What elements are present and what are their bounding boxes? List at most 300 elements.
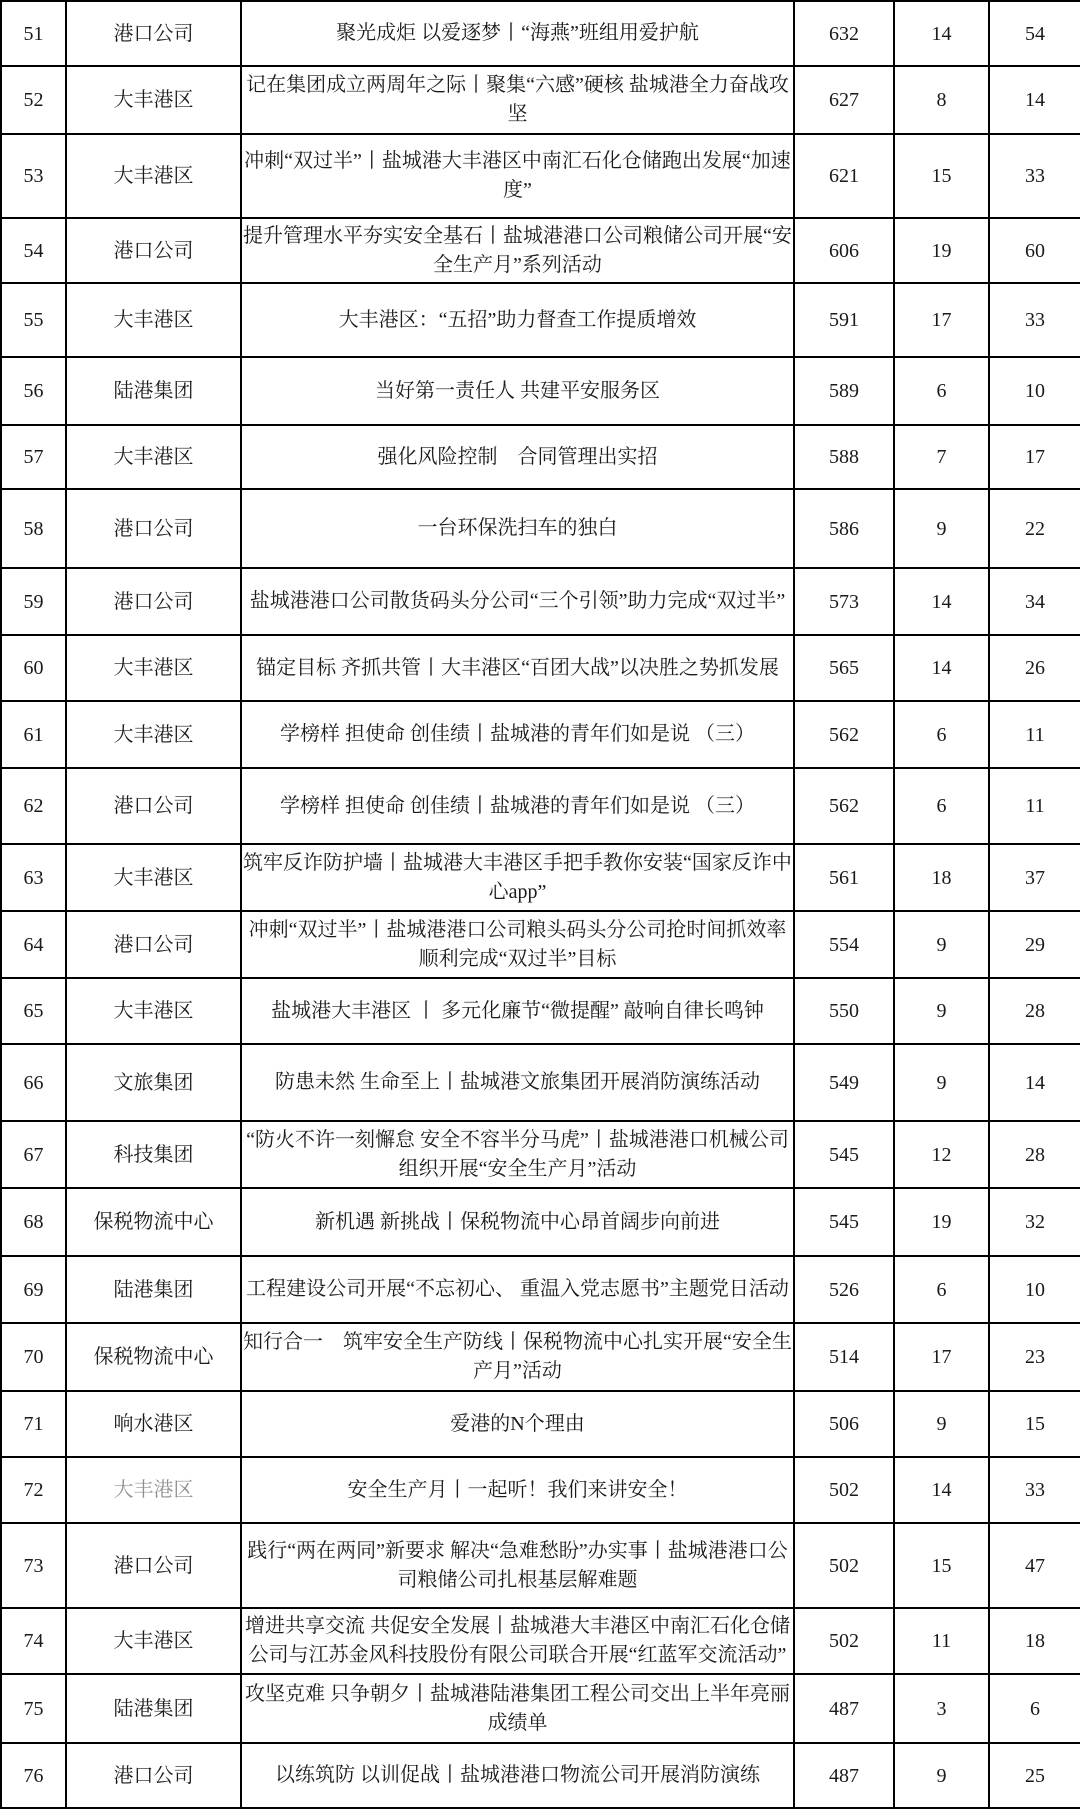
- stat-1-cell: [794, 1256, 894, 1323]
- row-number-cell: [1, 1323, 66, 1391]
- row-number-cell-text: 61: [23, 723, 44, 746]
- stat-1-cell: [794, 1457, 894, 1523]
- title-cell: [241, 911, 794, 978]
- stat-1-cell: [794, 768, 894, 844]
- table-row: [1, 425, 1080, 489]
- row-number-cell: [1, 1256, 66, 1323]
- department-cell: [66, 844, 241, 911]
- stat-2-cell: [894, 1674, 989, 1743]
- row-number-cell: [1, 911, 66, 978]
- stat-3-cell-text: 23: [1025, 1346, 1045, 1368]
- department-cell: [66, 768, 241, 844]
- table-row: [1, 1256, 1080, 1323]
- row-number-cell: [1, 283, 66, 357]
- title-cell: [241, 1608, 794, 1674]
- title-cell: [241, 568, 794, 635]
- title-cell-text: 爱港的N个理由: [450, 1412, 585, 1435]
- title-cell: [241, 66, 794, 134]
- stat-1-cell: [794, 425, 894, 489]
- row-number-cell: [1, 1457, 66, 1523]
- title-cell-text: 学榜样 担使命 创佳绩丨盐城港的青年们如是说 （三）: [280, 794, 755, 817]
- stat-3-cell: [989, 1121, 1080, 1188]
- stat-3-cell-text: 26: [1025, 657, 1045, 679]
- stat-2-cell-text: 9: [936, 933, 947, 956]
- stat-2-cell: [894, 1457, 989, 1523]
- stat-2-cell: [894, 218, 989, 283]
- stat-3-cell: [989, 978, 1080, 1044]
- table-row: [1, 134, 1080, 218]
- row-number-cell-text: 75: [23, 1697, 44, 1720]
- department-cell-text: 大丰港区: [113, 89, 194, 111]
- row-number-cell: [1, 844, 66, 911]
- stat-3-cell-text: 6: [1030, 1697, 1040, 1720]
- department-cell-text: 港口公司: [113, 933, 194, 956]
- department-cell-text: 大丰港区: [113, 657, 194, 679]
- stat-1-cell-text: 526: [829, 1278, 859, 1301]
- stat-1-cell: [794, 978, 894, 1044]
- stat-2-cell-text: 9: [936, 1764, 947, 1787]
- stat-1-cell-text: 502: [829, 1479, 859, 1501]
- stat-2-cell: [894, 357, 989, 425]
- stat-3-cell-text: 10: [1025, 380, 1045, 402]
- stat-1-cell: [794, 1188, 894, 1256]
- title-cell: [241, 1323, 794, 1391]
- row-number-cell-text: 63: [23, 866, 44, 889]
- stat-3-cell-text: 28: [1025, 1000, 1045, 1022]
- title-cell-text: 冲刺“双过半”丨盐城港港口公司粮头码头分公司抢时间抓效率顺利完成“双过半”目标: [248, 918, 787, 970]
- stat-3-cell-text: 18: [1025, 1630, 1045, 1652]
- row-number-cell-text: 59: [23, 590, 44, 613]
- department-cell-text: 港口公司: [113, 590, 194, 613]
- row-number-cell-text: 70: [23, 1346, 44, 1368]
- row-number-cell: [1, 1674, 66, 1743]
- stat-3-cell: [989, 768, 1080, 844]
- stat-1-cell: [794, 844, 894, 911]
- stats-table-body: [1, 1, 1080, 1808]
- row-number-cell: [1, 218, 66, 283]
- stat-2-cell: [894, 1743, 989, 1808]
- table-row: [1, 635, 1080, 701]
- stat-2-cell: [894, 1256, 989, 1323]
- department-cell: [66, 283, 241, 357]
- row-number-cell-text: 64: [23, 933, 44, 956]
- stat-1-cell-text: 573: [829, 590, 859, 613]
- row-number-cell: [1, 1121, 66, 1188]
- stat-2-cell-text: 17: [931, 309, 952, 331]
- stat-3-cell: [989, 1523, 1080, 1608]
- stat-2-cell-text: 7: [936, 446, 947, 468]
- stat-1-cell-text: 502: [829, 1554, 859, 1577]
- row-number-cell-text: 72: [23, 1479, 44, 1501]
- title-cell: [241, 1391, 794, 1457]
- department-cell: [66, 1044, 241, 1121]
- stat-1-cell: [794, 701, 894, 768]
- table-row: [1, 1523, 1080, 1608]
- table-row: [1, 1044, 1080, 1121]
- row-number-cell: [1, 357, 66, 425]
- title-cell-text: 安全生产月丨一起听！我们来讲安全！: [347, 1478, 688, 1501]
- stat-2-cell: [894, 1523, 989, 1608]
- stat-1-cell: [794, 1743, 894, 1808]
- row-number-cell: [1, 1, 66, 66]
- stat-1-cell-text: 562: [829, 795, 859, 817]
- stat-2-cell-text: 19: [931, 1211, 952, 1233]
- stat-1-cell-text: 627: [829, 89, 859, 111]
- title-cell: [241, 1674, 794, 1743]
- department-cell: [66, 1323, 241, 1391]
- row-number-cell-text: 56: [23, 380, 44, 402]
- title-cell-text: 提升管理水平夯实安全基石丨盐城港港口公司粮储公司开展“安全生产月”系列活动: [243, 224, 792, 276]
- stat-1-cell-text: 591: [829, 309, 859, 331]
- stat-2-cell: [894, 1608, 989, 1674]
- row-number-cell: [1, 425, 66, 489]
- stat-2-cell: [894, 568, 989, 635]
- department-cell-text: 大丰港区: [113, 1479, 194, 1501]
- row-number-cell-text: 62: [23, 795, 44, 817]
- department-cell: [66, 635, 241, 701]
- table-row: [1, 1188, 1080, 1256]
- stat-2-cell: [894, 1391, 989, 1457]
- department-cell-text: 大丰港区: [113, 1000, 194, 1022]
- department-cell: [66, 1, 241, 66]
- row-number-cell-text: 73: [23, 1554, 44, 1577]
- department-cell: [66, 489, 241, 568]
- stat-2-cell-text: 6: [936, 795, 947, 817]
- stat-1-cell: [794, 1323, 894, 1391]
- department-cell: [66, 357, 241, 425]
- stat-1-cell: [794, 568, 894, 635]
- row-number-cell-text: 68: [23, 1211, 44, 1233]
- stat-1-cell-text: 514: [829, 1346, 859, 1368]
- table-row: [1, 357, 1080, 425]
- table-row: [1, 489, 1080, 568]
- stat-3-cell: [989, 1674, 1080, 1743]
- stat-3-cell: [989, 357, 1080, 425]
- row-number-cell: [1, 134, 66, 218]
- department-cell-text: 港口公司: [113, 1764, 194, 1787]
- title-cell: [241, 1121, 794, 1188]
- stat-1-cell: [794, 1523, 894, 1608]
- stat-3-cell: [989, 1256, 1080, 1323]
- stat-3-cell-text: 28: [1025, 1143, 1045, 1166]
- stat-1-cell-text: 502: [829, 1630, 859, 1652]
- stat-1-cell: [794, 218, 894, 283]
- stat-3-cell-text: 11: [1025, 795, 1045, 817]
- stat-3-cell-text: 34: [1025, 590, 1045, 613]
- stat-2-cell-text: 9: [936, 517, 947, 540]
- stat-3-cell-text: 37: [1025, 866, 1045, 889]
- row-number-cell: [1, 635, 66, 701]
- title-cell-text: 冲刺“双过半”丨盐城港大丰港区中南汇石化仓储跑出发展“加速度”: [244, 150, 791, 201]
- row-number-cell-text: 58: [23, 517, 44, 540]
- row-number-cell-text: 71: [23, 1413, 44, 1435]
- title-cell: [241, 283, 794, 357]
- stat-3-cell-text: 54: [1025, 22, 1045, 45]
- title-cell-text: 一台环保洗扫车的独白: [417, 517, 618, 539]
- stat-1-cell: [794, 489, 894, 568]
- stat-3-cell: [989, 1391, 1080, 1457]
- title-cell-text: 聚光成炬 以爱逐梦丨“海燕”班组用爱护航: [336, 22, 699, 44]
- stat-1-cell: [794, 1121, 894, 1188]
- department-cell: [66, 1674, 241, 1743]
- stat-1-cell: [794, 283, 894, 357]
- title-cell-text: 锚定目标 齐抓共管丨大丰港区“百团大战”以决胜之势抓发展: [256, 656, 779, 679]
- department-cell-text: 大丰港区: [113, 165, 194, 187]
- table-row: [1, 844, 1080, 911]
- department-cell-text: 港口公司: [113, 795, 194, 817]
- title-cell-text: 新机遇 新挑战丨保税物流中心昂首阔步向前进: [315, 1210, 720, 1233]
- stat-2-cell-text: 14: [931, 590, 952, 613]
- title-cell: [241, 635, 794, 701]
- stat-1-cell-text: 549: [829, 1071, 859, 1094]
- department-cell: [66, 1457, 241, 1523]
- stat-2-cell: [894, 1, 989, 66]
- row-number-cell: [1, 1391, 66, 1457]
- stat-1-cell: [794, 635, 894, 701]
- title-cell: [241, 218, 794, 283]
- stat-1-cell-text: 545: [829, 1211, 859, 1233]
- stat-3-cell-text: 11: [1025, 723, 1045, 746]
- stat-1-cell-text: 621: [829, 165, 859, 187]
- table-row: [1, 1323, 1080, 1391]
- stat-1-cell-text: 561: [829, 866, 859, 889]
- department-cell-text: 大丰港区: [113, 1630, 194, 1652]
- table-row: [1, 283, 1080, 357]
- department-cell: [66, 911, 241, 978]
- department-cell-text: 大丰港区: [113, 866, 194, 889]
- department-cell-text: 港口公司: [113, 517, 194, 540]
- row-number-cell-text: 52: [23, 89, 44, 111]
- stat-2-cell-text: 14: [931, 657, 952, 679]
- row-number-cell: [1, 1523, 66, 1608]
- stat-2-cell: [894, 1044, 989, 1121]
- title-cell-text: “防火不许一刻懈怠 安全不容半分马虎”丨盐城港港口机械公司组织开展“安全生产月”活动: [246, 1128, 789, 1180]
- table-row: [1, 768, 1080, 844]
- title-cell-text: 盐城港港口公司散货码头分公司“三个引领”助力完成“双过半”: [249, 590, 786, 612]
- stat-1-cell-text: 586: [829, 517, 859, 540]
- department-cell-text: 陆港集团: [113, 1278, 194, 1301]
- title-cell: [241, 1523, 794, 1608]
- row-number-cell: [1, 568, 66, 635]
- title-cell-text: 强化风险控制 合同管理出实招: [377, 445, 658, 468]
- row-number-cell: [1, 768, 66, 844]
- stat-1-cell: [794, 911, 894, 978]
- table-row: [1, 1608, 1080, 1674]
- stat-1-cell-text: 487: [829, 1764, 859, 1787]
- stat-3-cell-text: 14: [1025, 89, 1045, 111]
- stat-3-cell-text: 15: [1025, 1413, 1045, 1435]
- stat-2-cell: [894, 635, 989, 701]
- department-cell-text: 陆港集团: [113, 380, 194, 402]
- department-cell-text: 科技集团: [113, 1143, 194, 1166]
- title-cell-text: 以练筑防 以训促战丨盐城港港口物流公司开展消防演练: [275, 1764, 760, 1786]
- title-cell: [241, 1256, 794, 1323]
- stat-2-cell: [894, 1188, 989, 1256]
- title-cell: [241, 1188, 794, 1256]
- stat-1-cell: [794, 1674, 894, 1743]
- title-cell-text: 筑牢反诈防护墙丨盐城港大丰港区手把手教你安装“国家反诈中心app”: [243, 851, 792, 903]
- title-cell: [241, 768, 794, 844]
- stat-2-cell: [894, 911, 989, 978]
- title-cell-text: 大丰港区：“五招”助力督查工作提质增效: [338, 308, 697, 331]
- stat-3-cell: [989, 1743, 1080, 1808]
- stat-3-cell-text: 14: [1025, 1071, 1045, 1094]
- stat-2-cell-text: 6: [936, 1278, 947, 1301]
- table-row: [1, 568, 1080, 635]
- title-cell-text: 记在集团成立两周年之际丨聚集“六感”硬核 盐城港全力奋战攻坚: [246, 74, 789, 125]
- stat-2-cell-text: 9: [936, 1000, 947, 1022]
- row-number-cell-text: 53: [23, 165, 44, 187]
- stat-1-cell-text: 565: [829, 657, 859, 679]
- stat-1-cell: [794, 1, 894, 66]
- department-cell-text: 陆港集团: [113, 1697, 194, 1720]
- title-cell-text: 增进共享交流 共促安全发展丨盐城港大丰港区中南汇石化仓储公司与江苏金风科技股份有限公司联合开展“红蓝军交流活动”: [245, 1615, 790, 1666]
- table-row: [1, 218, 1080, 283]
- stat-3-cell-text: 33: [1025, 165, 1045, 187]
- department-cell-text: 文旅集团: [113, 1071, 194, 1094]
- department-cell-text: 响水港区: [113, 1413, 194, 1435]
- stat-3-cell: [989, 635, 1080, 701]
- stat-2-cell: [894, 768, 989, 844]
- title-cell-text: 防患未然 生命至上丨盐城港文旅集团开展消防演练活动: [275, 1071, 760, 1093]
- stat-2-cell-text: 3: [936, 1697, 947, 1720]
- stat-3-cell-text: 22: [1025, 517, 1045, 540]
- table-row: [1, 1674, 1080, 1743]
- title-cell: [241, 1743, 794, 1808]
- department-cell: [66, 134, 241, 218]
- stat-3-cell: [989, 66, 1080, 134]
- department-cell-text: 大丰港区: [113, 723, 194, 746]
- row-number-cell-text: 66: [23, 1071, 44, 1094]
- title-cell-text: 践行“两在两同”新要求 解决“急难愁盼”办实事丨盐城港港口公司粮储公司扎根基层解难题: [247, 1539, 788, 1591]
- stat-2-cell: [894, 134, 989, 218]
- stat-3-cell: [989, 425, 1080, 489]
- department-cell: [66, 66, 241, 134]
- stat-3-cell: [989, 701, 1080, 768]
- title-cell-text: 当好第一责任人 共建平安服务区: [375, 379, 660, 402]
- stat-1-cell: [794, 1044, 894, 1121]
- department-cell: [66, 1608, 241, 1674]
- stat-2-cell-text: 19: [931, 239, 952, 262]
- stat-2-cell: [894, 489, 989, 568]
- stat-1-cell-text: 588: [829, 446, 859, 468]
- title-cell-text: 攻坚克难 只争朝夕丨盐城港陆港集团工程公司交出上半年亮丽成绩单: [245, 1682, 790, 1734]
- stat-2-cell-text: 12: [931, 1143, 952, 1166]
- table-row: [1, 978, 1080, 1044]
- stat-3-cell: [989, 1457, 1080, 1523]
- stat-1-cell-text: 554: [829, 933, 859, 956]
- title-cell: [241, 357, 794, 425]
- department-cell: [66, 1256, 241, 1323]
- stat-3-cell: [989, 283, 1080, 357]
- stat-2-cell-text: 17: [931, 1346, 952, 1368]
- stat-1-cell: [794, 1608, 894, 1674]
- row-number-cell-text: 76: [23, 1764, 44, 1787]
- stat-3-cell: [989, 1, 1080, 66]
- stat-2-cell-text: 9: [936, 1413, 947, 1435]
- title-cell: [241, 701, 794, 768]
- department-cell-text: 港口公司: [113, 1554, 194, 1577]
- stat-2-cell-text: 18: [931, 866, 952, 889]
- row-number-cell: [1, 978, 66, 1044]
- table-row: [1, 1743, 1080, 1808]
- department-cell: [66, 1188, 241, 1256]
- stat-2-cell-text: 6: [936, 723, 947, 746]
- row-number-cell: [1, 1608, 66, 1674]
- stat-1-cell-text: 562: [829, 723, 859, 746]
- department-cell: [66, 1743, 241, 1808]
- title-cell: [241, 1457, 794, 1523]
- row-number-cell-text: 74: [23, 1630, 44, 1652]
- title-cell: [241, 489, 794, 568]
- stat-2-cell: [894, 283, 989, 357]
- row-number-cell-text: 51: [23, 22, 44, 45]
- stat-3-cell: [989, 911, 1080, 978]
- stat-3-cell: [989, 1608, 1080, 1674]
- title-cell: [241, 134, 794, 218]
- stat-2-cell: [894, 844, 989, 911]
- row-number-cell: [1, 701, 66, 768]
- title-cell: [241, 844, 794, 911]
- row-number-cell-text: 57: [23, 446, 44, 468]
- department-cell-text: 港口公司: [113, 239, 194, 262]
- row-number-cell: [1, 1044, 66, 1121]
- stat-1-cell-text: 589: [829, 380, 859, 402]
- stat-1-cell-text: 545: [829, 1143, 859, 1166]
- stat-2-cell-text: 9: [936, 1071, 947, 1094]
- stat-3-cell-text: 33: [1025, 309, 1045, 331]
- stat-2-cell: [894, 1323, 989, 1391]
- stat-3-cell: [989, 218, 1080, 283]
- row-number-cell: [1, 66, 66, 134]
- department-cell: [66, 568, 241, 635]
- stat-2-cell-text: 8: [936, 89, 947, 111]
- stat-2-cell-text: 14: [931, 1479, 952, 1501]
- stat-3-cell-text: 29: [1025, 933, 1045, 956]
- stat-2-cell: [894, 701, 989, 768]
- department-cell: [66, 1523, 241, 1608]
- stat-3-cell: [989, 568, 1080, 635]
- title-cell: [241, 978, 794, 1044]
- row-number-cell-text: 54: [23, 239, 44, 262]
- stat-3-cell-text: 33: [1025, 1479, 1045, 1501]
- row-number-cell-text: 69: [23, 1278, 44, 1301]
- stat-3-cell: [989, 1323, 1080, 1391]
- stat-2-cell-text: 14: [931, 22, 952, 45]
- department-cell: [66, 701, 241, 768]
- stat-3-cell: [989, 489, 1080, 568]
- stat-2-cell-text: 15: [931, 1554, 952, 1577]
- stat-3-cell-text: 25: [1025, 1764, 1045, 1787]
- row-number-cell-text: 65: [23, 1000, 44, 1022]
- title-cell-text: 盐城港大丰港区 丨 多元化廉节“微提醒” 敲响自律长鸣钟: [271, 999, 764, 1022]
- table-row: [1, 1, 1080, 66]
- stat-1-cell-text: 506: [829, 1413, 859, 1435]
- stat-3-cell-text: 47: [1025, 1554, 1045, 1577]
- stat-2-cell: [894, 978, 989, 1044]
- stat-3-cell-text: 60: [1025, 239, 1045, 262]
- stat-2-cell-text: 11: [931, 1630, 952, 1652]
- table-row: [1, 911, 1080, 978]
- title-cell-text: 学榜样 担使命 创佳绩丨盐城港的青年们如是说 （三）: [280, 723, 755, 745]
- title-cell: [241, 425, 794, 489]
- department-cell: [66, 978, 241, 1044]
- row-number-cell-text: 60: [23, 657, 44, 679]
- stat-2-cell: [894, 1121, 989, 1188]
- department-cell: [66, 218, 241, 283]
- department-cell-text: 港口公司: [113, 22, 194, 45]
- stat-3-cell: [989, 1188, 1080, 1256]
